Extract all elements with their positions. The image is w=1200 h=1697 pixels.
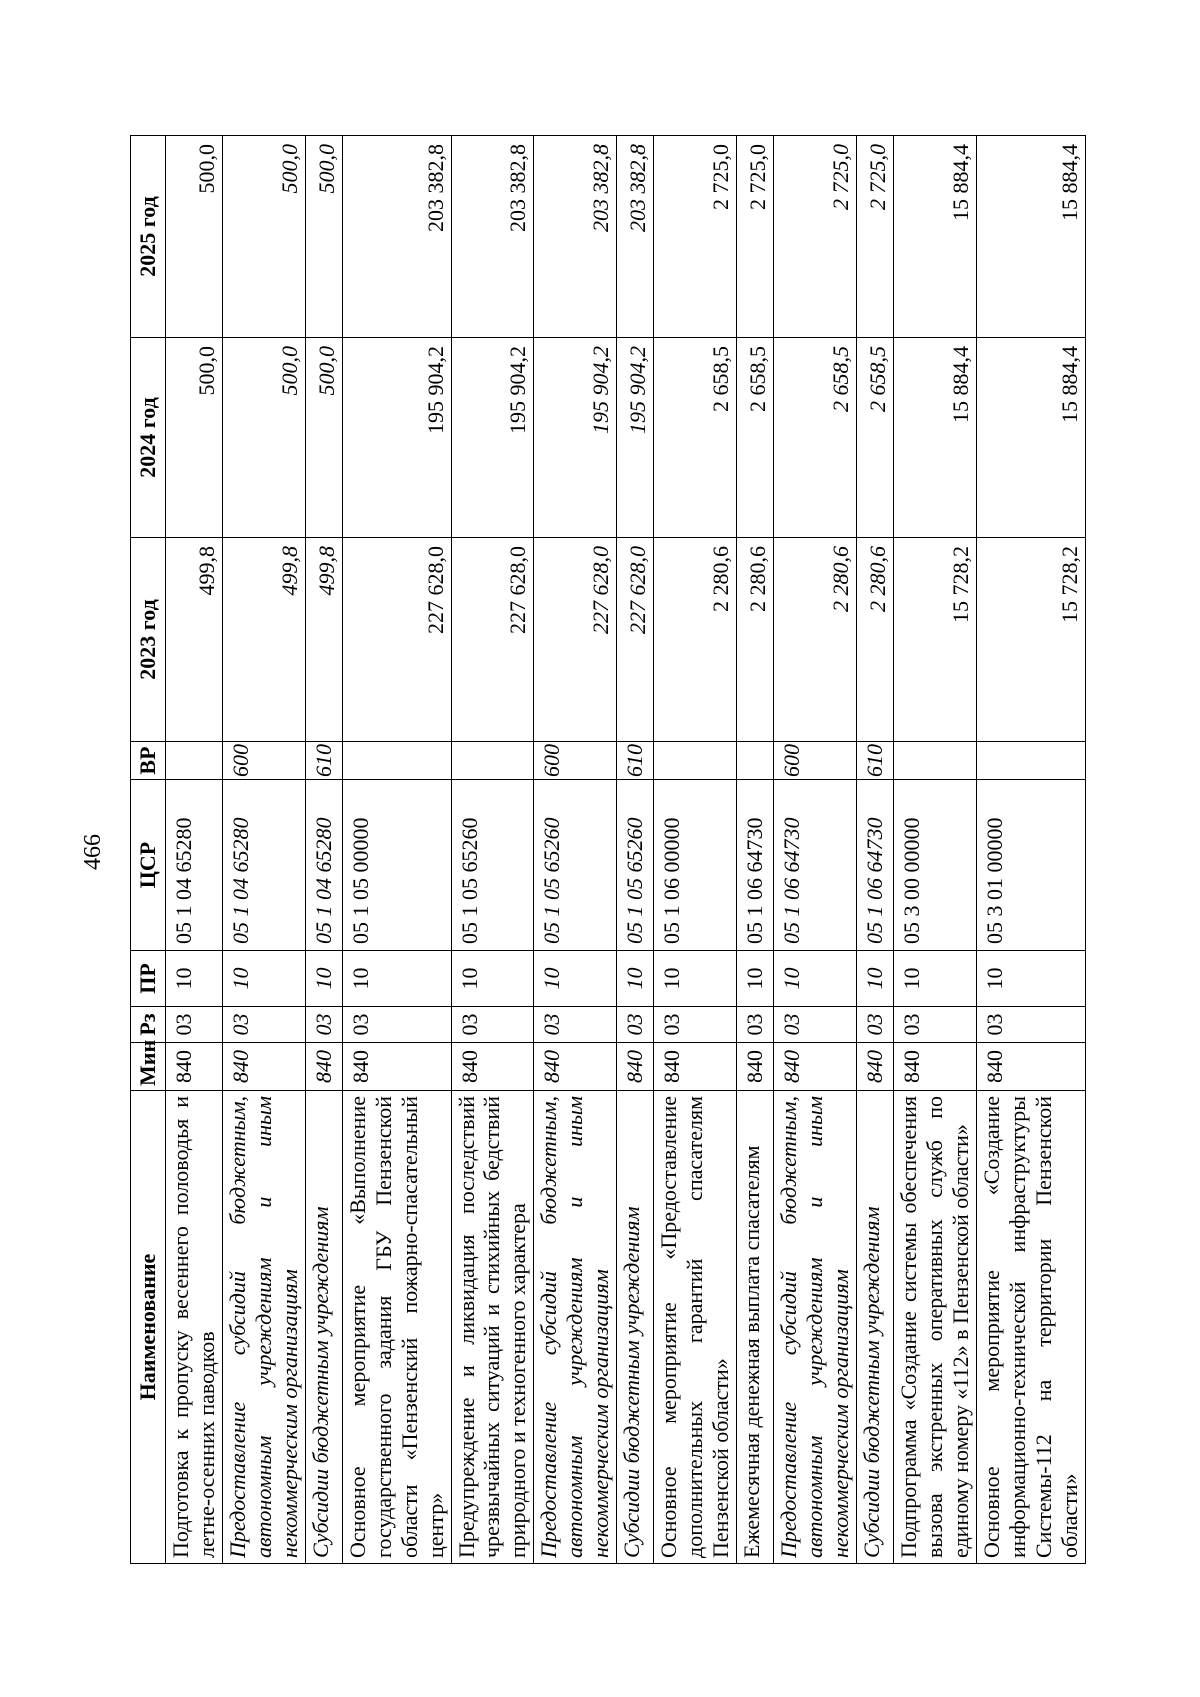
cell-name: Предоставление субсидий бюджетным, автономным учреждениям и иным некоммерческим организациям bbox=[222, 1091, 305, 1564]
cell-pr: 10 bbox=[654, 951, 737, 1007]
cell-2024: 195 904,2 bbox=[617, 338, 654, 538]
cell-2025: 203 382,8 bbox=[617, 136, 654, 338]
cell-2023: 2 280,6 bbox=[654, 538, 737, 742]
cell-vr: 610 bbox=[617, 742, 654, 780]
header-min: Мин bbox=[131, 1043, 166, 1091]
cell-2024: 500,0 bbox=[305, 338, 342, 538]
page-number: 466 bbox=[80, 834, 106, 870]
cell-min: 840 bbox=[534, 1043, 617, 1091]
cell-min: 840 bbox=[451, 1043, 534, 1091]
table-row bbox=[893, 136, 976, 1564]
table-row bbox=[166, 136, 223, 1564]
cell-vr: 600 bbox=[774, 742, 857, 780]
cell-pr: 10 bbox=[166, 951, 223, 1007]
table-row bbox=[534, 136, 617, 1564]
cell-name: Подготовка к пропуску весеннего половодья и летне-осенних паводков bbox=[166, 1091, 223, 1564]
cell-name: Подпрограмма «Создание системы обеспечения вызова экстренных оперативных служб по единому номеру «112» в Пензенской области» bbox=[893, 1091, 976, 1564]
cell-rz: 03 bbox=[342, 1007, 451, 1043]
cell-2023: 15 728,2 bbox=[893, 538, 976, 742]
cell-2024: 15 884,4 bbox=[893, 338, 976, 538]
cell-vr: 610 bbox=[305, 742, 342, 780]
cell-vr: 610 bbox=[856, 742, 893, 780]
cell-min: 840 bbox=[856, 1043, 893, 1091]
table-row bbox=[774, 136, 857, 1564]
cell-2024: 500,0 bbox=[222, 338, 305, 538]
cell-2024: 195 904,2 bbox=[342, 338, 451, 538]
cell-vr: 600 bbox=[534, 742, 617, 780]
cell-2023: 2 280,6 bbox=[856, 538, 893, 742]
table-row bbox=[305, 136, 342, 1564]
cell-2024: 195 904,2 bbox=[451, 338, 534, 538]
cell-vr bbox=[654, 742, 737, 780]
cell-csr: 05 1 05 00000 bbox=[342, 780, 451, 951]
cell-2023: 499,8 bbox=[305, 538, 342, 742]
cell-rz: 03 bbox=[451, 1007, 534, 1043]
cell-rz: 03 bbox=[617, 1007, 654, 1043]
table-header-row bbox=[131, 136, 166, 1564]
cell-name: Субсидии бюджетным учреждениям bbox=[305, 1091, 342, 1564]
table-row bbox=[342, 136, 451, 1564]
table-row bbox=[451, 136, 534, 1564]
cell-2025: 2 725,0 bbox=[737, 136, 774, 338]
cell-rz: 03 bbox=[976, 1007, 1085, 1043]
cell-2025: 500,0 bbox=[222, 136, 305, 338]
cell-min: 840 bbox=[342, 1043, 451, 1091]
table-body bbox=[166, 136, 1086, 1564]
cell-name: Предупреждение и ликвидация последствий чрезвычайных ситуаций и стихийных бедствий природного и техногенного характера bbox=[451, 1091, 534, 1564]
cell-min: 840 bbox=[305, 1043, 342, 1091]
cell-2023: 499,8 bbox=[166, 538, 223, 742]
cell-2023: 499,8 bbox=[222, 538, 305, 742]
cell-csr: 05 1 04 65280 bbox=[166, 780, 223, 951]
cell-2025: 203 382,8 bbox=[534, 136, 617, 338]
header-name: Наименование bbox=[131, 1091, 166, 1564]
header-csr: ЦСР bbox=[131, 780, 166, 951]
cell-min: 840 bbox=[617, 1043, 654, 1091]
cell-min: 840 bbox=[737, 1043, 774, 1091]
cell-2025: 15 884,4 bbox=[976, 136, 1085, 338]
cell-2023: 227 628,0 bbox=[617, 538, 654, 742]
cell-name: Субсидии бюджетным учреждениям bbox=[617, 1091, 654, 1564]
cell-pr: 10 bbox=[856, 951, 893, 1007]
cell-vr: 600 bbox=[222, 742, 305, 780]
cell-csr: 05 1 06 64730 bbox=[737, 780, 774, 951]
cell-rz: 03 bbox=[737, 1007, 774, 1043]
header-2023: 2023 год bbox=[131, 538, 166, 742]
cell-rz: 03 bbox=[856, 1007, 893, 1043]
cell-2025: 15 884,4 bbox=[893, 136, 976, 338]
cell-name: Предоставление субсидий бюджетным, автономным учреждениям и иным некоммерческим организациям bbox=[534, 1091, 617, 1564]
cell-2024: 15 884,4 bbox=[976, 338, 1085, 538]
cell-2024: 500,0 bbox=[166, 338, 223, 538]
cell-2024: 2 658,5 bbox=[856, 338, 893, 538]
header-rz: Рз bbox=[131, 1007, 166, 1043]
cell-2025: 2 725,0 bbox=[856, 136, 893, 338]
table-row bbox=[222, 136, 305, 1564]
cell-2025: 2 725,0 bbox=[774, 136, 857, 338]
cell-pr: 10 bbox=[305, 951, 342, 1007]
cell-2024: 2 658,5 bbox=[654, 338, 737, 538]
cell-csr: 05 1 05 65260 bbox=[534, 780, 617, 951]
cell-2024: 2 658,5 bbox=[774, 338, 857, 538]
header-2025: 2025 год bbox=[131, 136, 166, 338]
cell-2023: 227 628,0 bbox=[451, 538, 534, 742]
cell-rz: 03 bbox=[534, 1007, 617, 1043]
cell-csr: 05 1 05 65260 bbox=[451, 780, 534, 951]
cell-csr: 05 1 04 65280 bbox=[222, 780, 305, 951]
cell-name: Предоставление субсидий бюджетным, автономным учреждениям и иным некоммерческим организациям bbox=[774, 1091, 857, 1564]
cell-pr: 10 bbox=[617, 951, 654, 1007]
cell-min: 840 bbox=[166, 1043, 223, 1091]
table-row bbox=[976, 136, 1085, 1564]
header-2024: 2024 год bbox=[131, 338, 166, 538]
cell-min: 840 bbox=[893, 1043, 976, 1091]
cell-rz: 03 bbox=[654, 1007, 737, 1043]
cell-2023: 2 280,6 bbox=[774, 538, 857, 742]
table-row bbox=[737, 136, 774, 1564]
cell-2025: 500,0 bbox=[305, 136, 342, 338]
cell-2024: 195 904,2 bbox=[534, 338, 617, 538]
cell-vr bbox=[737, 742, 774, 780]
cell-min: 840 bbox=[774, 1043, 857, 1091]
cell-csr: 05 3 01 00000 bbox=[976, 780, 1085, 951]
header-pr: ПР bbox=[131, 951, 166, 1007]
cell-vr bbox=[976, 742, 1085, 780]
cell-rz: 03 bbox=[893, 1007, 976, 1043]
table-row bbox=[617, 136, 654, 1564]
cell-pr: 10 bbox=[774, 951, 857, 1007]
cell-rz: 03 bbox=[774, 1007, 857, 1043]
cell-vr bbox=[342, 742, 451, 780]
cell-pr: 10 bbox=[976, 951, 1085, 1007]
cell-pr: 10 bbox=[534, 951, 617, 1007]
table-row bbox=[856, 136, 893, 1564]
cell-2025: 203 382,8 bbox=[451, 136, 534, 338]
budget-table bbox=[130, 135, 1086, 1564]
cell-name: Ежемесячная денежная выплата спасателям bbox=[737, 1091, 774, 1564]
cell-vr bbox=[893, 742, 976, 780]
cell-min: 840 bbox=[654, 1043, 737, 1091]
cell-name: Основное мероприятие «Создание информационно-технической инфраструктуры Системы-112 на территории Пензенской области» bbox=[976, 1091, 1085, 1564]
cell-2023: 2 280,6 bbox=[737, 538, 774, 742]
cell-pr: 10 bbox=[737, 951, 774, 1007]
cell-2025: 500,0 bbox=[166, 136, 223, 338]
cell-2024: 2 658,5 bbox=[737, 338, 774, 538]
cell-vr bbox=[166, 742, 223, 780]
cell-pr: 10 bbox=[342, 951, 451, 1007]
cell-min: 840 bbox=[976, 1043, 1085, 1091]
cell-csr: 05 3 00 00000 bbox=[893, 780, 976, 951]
table-row bbox=[654, 136, 737, 1564]
table-container bbox=[130, 136, 1082, 1564]
cell-csr: 05 1 06 00000 bbox=[654, 780, 737, 951]
cell-2023: 15 728,2 bbox=[976, 538, 1085, 742]
cell-rz: 03 bbox=[166, 1007, 223, 1043]
cell-pr: 10 bbox=[893, 951, 976, 1007]
cell-pr: 10 bbox=[451, 951, 534, 1007]
header-vr: ВР bbox=[131, 742, 166, 780]
cell-csr: 05 1 05 65260 bbox=[617, 780, 654, 951]
cell-name: Основное мероприятие «Предоставление дополнительных гарантий спасателям Пензенской области» bbox=[654, 1091, 737, 1564]
cell-2023: 227 628,0 bbox=[342, 538, 451, 742]
cell-csr: 05 1 06 64730 bbox=[774, 780, 857, 951]
cell-min: 840 bbox=[222, 1043, 305, 1091]
cell-2025: 2 725,0 bbox=[654, 136, 737, 338]
cell-2023: 227 628,0 bbox=[534, 538, 617, 742]
cell-csr: 05 1 04 65280 bbox=[305, 780, 342, 951]
cell-name: Основное мероприятие «Выполнение государственного задания ГБУ Пензенской области «Пензенский пожарно-спасательный центр» bbox=[342, 1091, 451, 1564]
cell-2025: 203 382,8 bbox=[342, 136, 451, 338]
cell-pr: 10 bbox=[222, 951, 305, 1007]
cell-vr bbox=[451, 742, 534, 780]
cell-name: Субсидии бюджетным учреждениям bbox=[856, 1091, 893, 1564]
cell-rz: 03 bbox=[222, 1007, 305, 1043]
cell-rz: 03 bbox=[305, 1007, 342, 1043]
cell-csr: 05 1 06 64730 bbox=[856, 780, 893, 951]
